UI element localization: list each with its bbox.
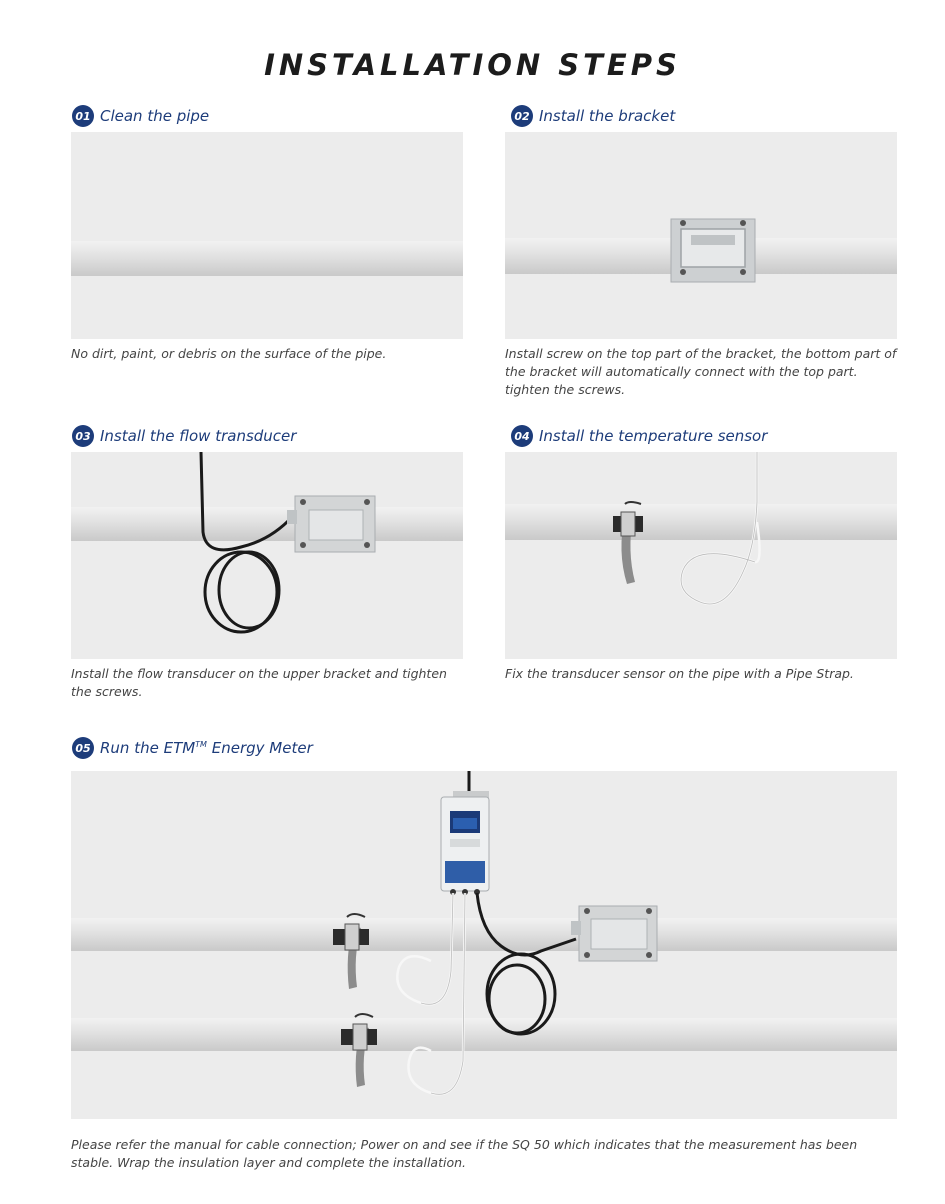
flow-transducer [571,906,657,961]
step-01-caption: No dirt, paint, or debris on the surface of the pipe. [71,346,387,361]
lower-pipe [71,1018,897,1051]
bracket-illustration [505,132,897,339]
step-03-header [72,424,296,448]
step-number-badge: 02 [511,105,533,127]
step-04-image [505,452,897,659]
flow-transducer [287,496,375,552]
energy-meter-illustration [71,771,897,1119]
step-title: Install the flow transducer [100,427,297,445]
step-01-image [71,132,463,339]
step-number-badge: 03 [72,425,94,447]
temperature-sensor-illustration [505,452,897,659]
step-04-caption: Fix the transducer sensor on the pipe with a Pipe Strap. [505,666,854,681]
step-number-badge: 01 [72,105,94,127]
step-05-header [72,736,313,760]
step-04-header [511,424,767,448]
page-title: INSTALLATION STEPS [264,48,681,82]
meter-terminal-panel [445,861,485,883]
step-02-caption: Install screw on the top part of the bracket, the bottom part of the bracket will automatically connect with the top part. tighten the screws. [505,346,897,397]
step-title: Run the ETM™ Energy Meter [100,739,313,757]
flow-transducer-illustration [71,452,463,659]
step-02-header [511,104,675,128]
step-title: Install the temperature sensor [539,427,768,445]
bracket [671,219,755,282]
step-05-caption: Please refer the manual for cable connection; Power on and see if the SQ 50 which indicates that the measurement has been stable. Wrap the insulation layer and complete the installation. [71,1137,858,1170]
step-03-image [71,452,463,659]
pipe-illustration [71,132,463,339]
step-03-caption: Install the flow transducer on the upper bracket and tighten the screws. [71,666,447,699]
step-number-badge: 05 [72,737,94,759]
step-number-badge: 04 [511,425,533,447]
step-01-header [72,104,209,128]
energy-meter [441,791,489,895]
step-02-image [505,132,897,339]
pipe [505,504,897,540]
step-05-image [71,771,897,1119]
pipe [71,241,463,276]
step-title: Install the bracket [539,107,676,125]
step-title: Clean the pipe [100,107,210,125]
